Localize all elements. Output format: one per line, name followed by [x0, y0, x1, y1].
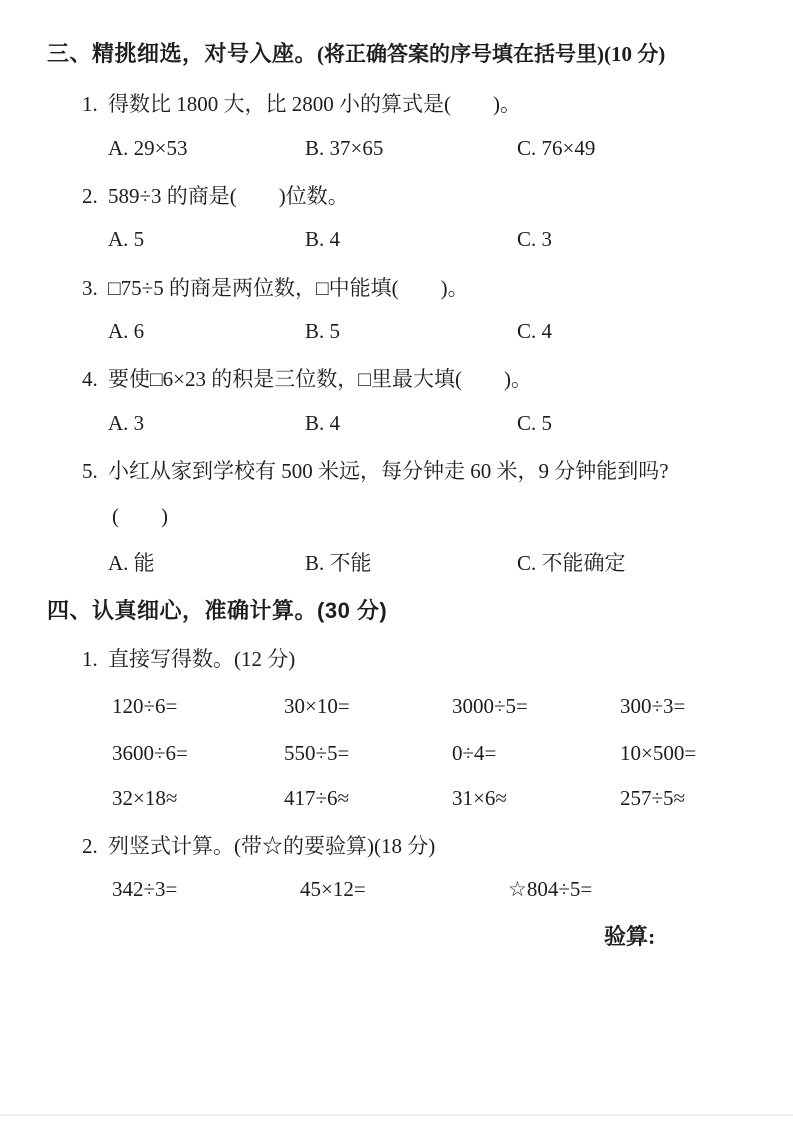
question-1-option-a: A. 29×53 [108, 136, 188, 160]
question-2-option-b: B. 4 [305, 227, 341, 251]
question-4-text: 要使□6×23 的积是三位数，□里最大填( )。 [108, 367, 532, 391]
sub-2-number: 2. [82, 834, 98, 858]
question-2-option-c: C. 3 [517, 227, 553, 251]
question-4-option-b: B. 4 [305, 411, 341, 435]
section-4-header [47, 598, 387, 623]
question-4-number: 4. [82, 367, 98, 391]
section-4-score: (30 分) [317, 598, 388, 623]
vertical-problem-1: 342÷3= [112, 877, 178, 901]
section-4-sub-2-header [82, 834, 435, 858]
calc-expression-r1c3: 3000÷5= [452, 694, 528, 718]
vertical-problem-3: ☆804÷5= [508, 877, 593, 901]
calc-expression-r1c4: 300÷3= [620, 694, 686, 718]
section-3-title: 三、精挑细选，对号入座。 [47, 41, 318, 66]
section-3-header [47, 41, 665, 66]
calc-expression-r3c2: 417÷6≈ [284, 786, 350, 810]
question-1 [82, 92, 521, 116]
sub-1-text: 直接写得数。(12 分) [108, 647, 296, 671]
question-1-text: 得数比 1800 大，比 2800 小的算式是( )。 [108, 92, 521, 116]
question-3-number: 3. [82, 276, 98, 300]
question-1-option-c: C. 76×49 [517, 136, 596, 160]
question-2 [82, 184, 349, 208]
question-5-text: 小红从家到学校有 500 米远，每分钟走 60 米，9 分钟能到吗? [108, 459, 669, 483]
question-5-option-b: B. 不能 [305, 551, 372, 575]
calc-expression-r1c2: 30×10= [284, 694, 350, 718]
question-5-answer-blank: ( ) [112, 504, 168, 528]
calc-expression-r2c1: 3600÷6= [112, 741, 188, 765]
sub-1-number: 1. [82, 647, 98, 671]
question-5-number: 5. [82, 459, 98, 483]
calc-expression-r2c3: 0÷4= [452, 741, 497, 765]
section-4-sub-1-header [82, 647, 295, 671]
calc-expression-r2c4: 10×500= [620, 741, 697, 765]
question-1-option-b: B. 37×65 [305, 136, 384, 160]
question-5 [82, 459, 669, 483]
question-5-option-a: A. 能 [108, 551, 155, 575]
question-4 [82, 367, 532, 391]
vertical-problem-2: 45×12= [300, 877, 366, 901]
question-1-number: 1. [82, 92, 98, 116]
question-2-text: 589÷3 的商是( )位数。 [108, 184, 349, 208]
question-5-option-c: C. 不能确定 [517, 551, 626, 575]
question-3-text: □75÷5 的商是两位数，□中能填( )。 [108, 276, 469, 300]
section-3-note: (将正确答案的序号填在括号里)(10 分) [317, 42, 666, 66]
sub-2-text: 列竖式计算。(带☆的要验算)(18 分) [108, 834, 436, 858]
calc-expression-r3c3: 31×6≈ [452, 786, 507, 810]
page-bottom-edge [0, 1114, 793, 1116]
calc-expression-r1c1: 120÷6= [112, 694, 178, 718]
check-calculation-label: 验算: [604, 924, 656, 949]
section-4-title: 四、认真细心，准确计算。 [47, 598, 318, 623]
calc-expression-r3c1: 32×18≈ [112, 786, 178, 810]
question-3-option-b: B. 5 [305, 319, 341, 343]
question-3-option-c: C. 4 [517, 319, 553, 343]
question-2-number: 2. [82, 184, 98, 208]
question-3-option-a: A. 6 [108, 319, 145, 343]
calc-expression-r3c4: 257÷5≈ [620, 786, 686, 810]
question-2-option-a: A. 5 [108, 227, 145, 251]
question-4-option-c: C. 5 [517, 411, 553, 435]
question-4-option-a: A. 3 [108, 411, 145, 435]
calc-expression-r2c2: 550÷5= [284, 741, 350, 765]
question-3 [82, 276, 469, 300]
